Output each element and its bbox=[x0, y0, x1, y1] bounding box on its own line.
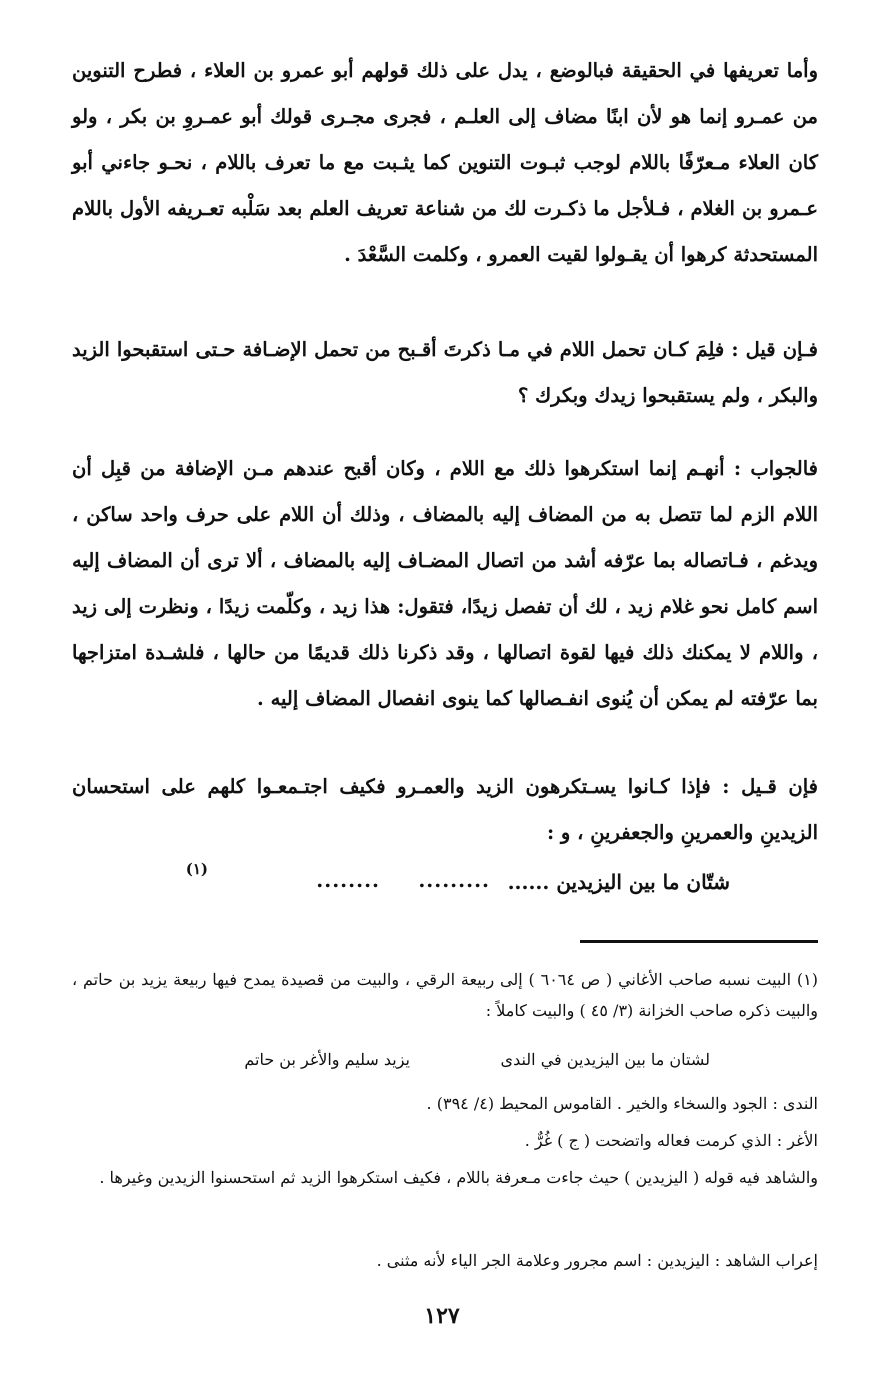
verse-ellipsis-a: ......... bbox=[418, 868, 490, 892]
footnote-1: (١) البيت نسبه صاحب الأغاني ( ص ٦٠٦٤ ) إلى ربيعة الرقي ، والبيت من قصيدة يمدح فيها ربيعة يزيد بن حاتم ، والبيت ذكره صاحب الخزانة (٣/ ٤٥ ) والبيت كاملاً : bbox=[72, 970, 818, 1020]
footnote-verse bbox=[150, 1050, 710, 1081]
paragraph-definition: وأما تعريفها في الحقيقة فبالوضع ، يدل على ذلك قولهم أبو عمرو بن العلاء ، فطرح التنوين من عمـرو إنما هو لأن ابنًا مضاف إلى العلـم ، فجرى مجـرى قولك أبو عمـروِ بن بكر ، ولو كان العلاء مـعرّفًا باللام لوجب ثبـوت التنوين كما يثـبت مع ما تعرف باللام ، نحـو جاءني أبو عـمرو بن الغلام ، فـلأجل ما ذكـرت لك من شناعة تعريف العلم بعد سَلْبه تعـريفه الأول باللام المستحدثة كرهوا أن يقـولوا لقيت العمرو ، وكلمت السَّعْدَ . bbox=[72, 59, 818, 266]
footnote-definition-nada: الندى : الجود والسخاء والخير . القاموس المحيط (٤/ ٣٩٤) . bbox=[426, 1094, 818, 1113]
page-number: ١٢٧ bbox=[424, 1303, 460, 1329]
footnote-marker: (١) bbox=[185, 860, 208, 878]
verse-hemistich: شتّان ما بين اليزيدين ...... bbox=[507, 870, 730, 894]
footnote-parsing: إعراب الشاهد : اليزيدين : اسم مجرور وعلامة الجر الياء لأنه مثنى . bbox=[376, 1251, 818, 1270]
footnote-divider bbox=[580, 940, 818, 943]
footnote-verse-second-half: يزيد سليم والأغر بن حاتم bbox=[244, 1050, 410, 1069]
footnote-verse-first-half: لشتان ما بين اليزيدين في الندى bbox=[500, 1050, 710, 1069]
quoted-verse bbox=[170, 860, 730, 906]
verse-ellipsis-b: ........ bbox=[316, 868, 380, 892]
paragraph-second-question: فإن قـيل : فإذا كـانوا يسـتكرهون الزيد والعمـرو فكيف اجتـمعـوا كلهم على استحسان الزيدينِ والعمرينِ والجعفرينِ ، و : bbox=[72, 775, 818, 844]
footnote-evidence: والشاهد فيه قوله ( اليزيدين ) حيث جاءت مـعرفة باللام ، فكيف استكرهوا الزيد ثم استحسنوا الزيدين وغيرها . bbox=[99, 1168, 818, 1187]
paragraph-answer: فالجواب : أنهـم إنما استكرهوا ذلك مع اللام ، وكان أقبح عندهم مـن الإضافة من قبِل أن اللام الزم لما تتصل به من المضاف إليه بالمضاف ، وذلك أن اللام على حرف واحد ساكن ، ويدغم ، فـاتصاله بما عرّفه أشد من اتصال المضـاف إليه بالمضاف ، ألا ترى أن المضاف إليه اسم كامل نحو غلام زيد ، لك أن تفصل زيدًا، فتقول: هذا زيد ، وكلّمت زيدًا ، ونظرت إلى زيد ، واللام لا يمكنك ذلك فيها لقوة اتصالها ، وقد ذكرنا ذلك قديمًا من حالها ، فلشـدة امتزاجها بما عرّفته لم يمكن أن يُنوى انفـصالها كما ينوى انفصال المضاف إليه . bbox=[72, 457, 818, 710]
paragraph-question: فـإن قيل : فلِمَ كـان تحمل اللام في مـا ذكرتَ أقـبح من تحمل الإضـافة حـتى استقبحوا الزيد والبكر ، ولم يستقبحوا زيدك وبكرك ؟ bbox=[72, 338, 818, 407]
footnote-definition-agharr: الأغر : الذي كرمت فعاله واتضحت ( ج ) غُرٌّ . bbox=[524, 1131, 818, 1150]
